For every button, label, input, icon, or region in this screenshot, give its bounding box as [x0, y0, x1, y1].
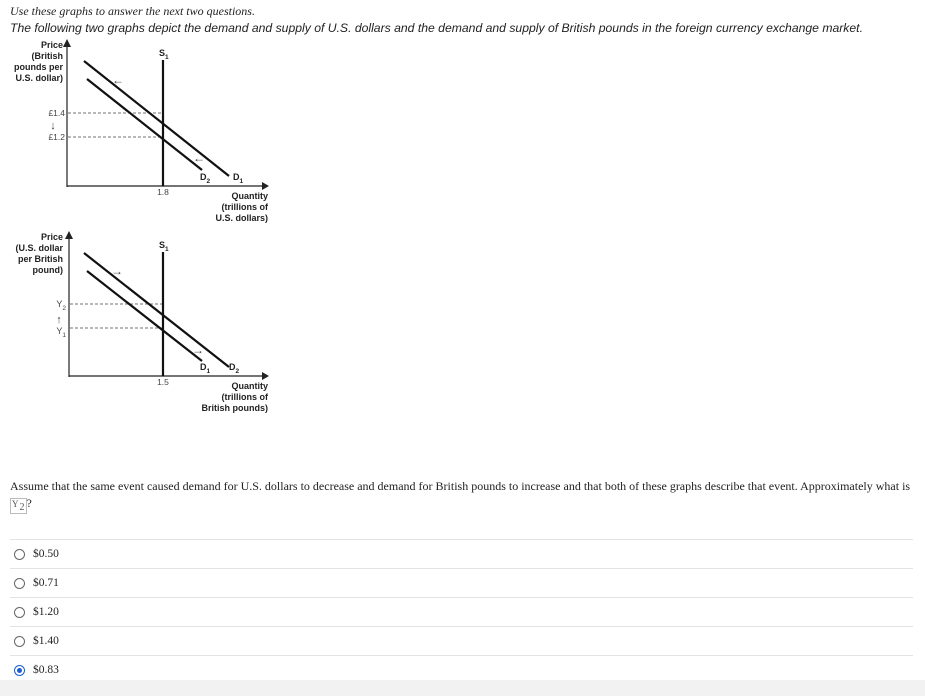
g1-ylabel-2: (British [31, 51, 63, 61]
bottom-bar [0, 680, 925, 696]
g1-quantity-tick: 1.8 [157, 187, 169, 197]
g1-price-high: £1.4 [48, 108, 65, 118]
option-label-2[interactable]: $0.71 [33, 577, 59, 589]
g1-supply-label: $S_1$ [159, 48, 169, 61]
radio-5[interactable] [14, 665, 25, 676]
g1-price-down-arrow-icon: ↓ [50, 120, 56, 132]
description-text: The following two graphs depict the demand and supply of U.S. dollars and the demand and supply of British pounds in the foreign currency exchange market. [10, 21, 863, 35]
pound-market-graph [0, 228, 300, 418]
question-variable: Y2 [12, 499, 25, 513]
question-text: Assume that the same event caused demand for U.S. dollars to decrease and demand for British pounds to increase and that both of these graphs describe that event. Approximately what is Y2 ? [10, 479, 911, 513]
g2-demand-d1-line [87, 271, 202, 361]
g2-price-low: $Y_1$ [56, 326, 66, 339]
g2-xlabel-3: British pounds) [201, 403, 268, 413]
option-label-4[interactable]: $1.40 [33, 635, 59, 647]
option-3[interactable] [10, 597, 913, 626]
g1-ylabel-4: U.S. dollar) [15, 73, 63, 83]
g1-xlabel-1: Quantity [231, 191, 268, 201]
g1-ylabel-3: pounds per [14, 62, 63, 72]
g2-xlabel-2: (trillions of [221, 392, 268, 402]
g2-demand-label-a: $D_1$ [200, 362, 211, 375]
g2-ylabel-1: Price [40, 232, 63, 242]
g1-xlabel-2: (trillions of [221, 202, 268, 212]
g2-shift-arrow-right-icon: → [111, 264, 123, 278]
g2-x-arrow-icon [262, 372, 269, 380]
option-label-5[interactable]: $0.83 [33, 664, 59, 676]
option-1[interactable] [10, 539, 913, 568]
intro-text: Use these graphs to answer the next two questions. [10, 4, 255, 18]
g2-price-up-arrow-icon: ↑ [56, 314, 62, 326]
dollar-market-graph [0, 36, 300, 226]
option-4[interactable] [10, 626, 913, 655]
g1-demand-d2-line [87, 79, 202, 170]
radio-2[interactable] [14, 578, 25, 589]
g2-ylabel-2: (U.S. dollar [15, 243, 63, 253]
g1-demand-d1-line [84, 61, 229, 176]
g2-shift-arrow-right-icon-2: → [192, 343, 204, 357]
radio-4[interactable] [14, 636, 25, 647]
g2-ylabel-4: pound) [32, 265, 63, 275]
option-2[interactable] [10, 568, 913, 597]
g1-demand-label-a: $D_2$ [200, 172, 211, 185]
g1-demand-label-b: $D_1$ [233, 172, 244, 185]
g1-xlabel-3: U.S. dollars) [215, 213, 268, 223]
g1-ylabel-1: Price [40, 40, 63, 50]
g2-supply-label: $S_1$ [159, 240, 169, 253]
g1-shift-arrow-left-icon: ← [112, 73, 124, 87]
option-label-3[interactable]: $1.20 [33, 606, 59, 618]
radio-1[interactable] [14, 549, 25, 560]
g1-shift-arrow-left-icon-2: ← [193, 151, 205, 165]
g2-demand-label-b: $D_2$ [229, 362, 240, 375]
option-label-1[interactable]: $0.50 [33, 548, 59, 560]
g1-price-low: £1.2 [48, 132, 65, 142]
g2-quantity-tick: 1.5 [157, 377, 169, 387]
answer-options [10, 539, 913, 684]
g1-x-arrow-icon [262, 182, 269, 190]
g2-ylabel-3: per British [17, 254, 63, 264]
radio-3[interactable] [14, 607, 25, 618]
g2-price-high: $Y_2$ [56, 299, 66, 312]
g2-demand-d2-line [84, 253, 229, 367]
question-body: Assume that the same event caused demand for U.S. dollars to decrease and demand for British pounds to increase and that both of these graphs describe that event. Approximately what is [10, 479, 911, 493]
g2-xlabel-1: Quantity [231, 381, 268, 391]
